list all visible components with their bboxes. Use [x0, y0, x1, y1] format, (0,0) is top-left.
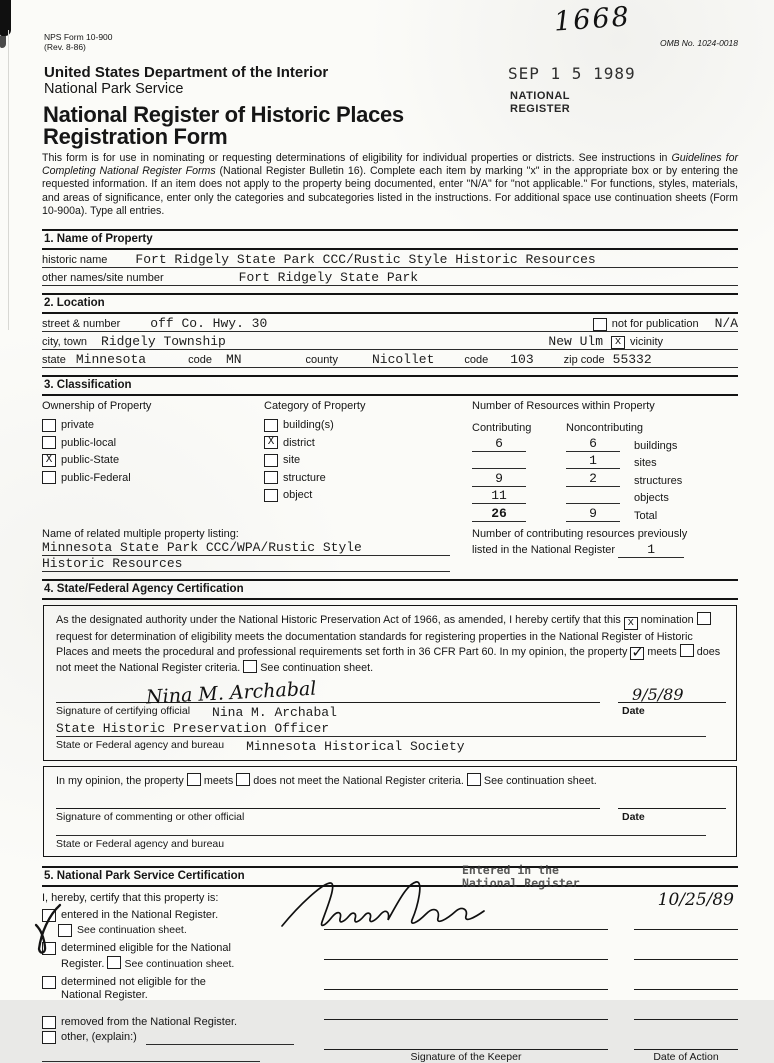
certification-paragraph: As the designated authority under the National Historic Preservation Act of 1966, as amended, I hereby certify that this x nomination request for determination of eligibility meets the documentation standards for registering properties in the National Register of Historic Places and meets the procedural and professional requirements set forth in 36 CFR Part 60. In my opinion, the property ✓ meets does not meet the National Register criteria. See continuation sheet.	[56, 613, 721, 675]
resource-row: 11 objects	[472, 487, 738, 505]
left-blank-line	[42, 1061, 260, 1062]
see-continuation-checkbox	[243, 660, 257, 673]
contributing-label: Contributing	[472, 422, 532, 435]
street-label: street & number	[42, 317, 121, 330]
ownership-column	[42, 400, 264, 522]
previously-listed-block: Number of contributing resources previously listed in the National Register 1	[472, 527, 688, 557]
sig-commenting-label: Signature of commenting or other official	[56, 811, 245, 824]
keeper-signature-area	[294, 863, 738, 1063]
state-code-value: MN	[225, 351, 242, 367]
ownership-title: Ownership of Property	[42, 399, 152, 412]
nps-form-line: NPS Form 10-900	[44, 32, 113, 42]
does-not-meet-checkbox	[680, 644, 694, 657]
previously-listed-value: 1	[618, 543, 684, 558]
nps-form-number	[44, 32, 113, 52]
related-listing-line2: Historic Resources	[42, 556, 450, 572]
request-checkbox	[697, 612, 711, 625]
noncontributing-label: Noncontributing	[566, 422, 644, 435]
not-for-publication-value: N/A	[714, 315, 738, 331]
big-handwritten-checkmark	[32, 903, 62, 958]
historic-name-value: Fort Ridgely State Park CCC/Rustic Style Historic Resources	[135, 251, 596, 267]
section5-header: 5. National Park Service Certification	[42, 866, 738, 887]
commenting-signature-line	[56, 790, 600, 809]
state-certification-box	[43, 605, 737, 761]
public-state-checkbox: X	[42, 454, 56, 467]
not-for-publication-checkbox	[593, 318, 607, 331]
omb-number: OMB No. 1024-0018	[660, 38, 738, 48]
eligible-continuation-checkbox	[107, 956, 121, 969]
section3-header: 3. Classification	[42, 375, 738, 396]
national-register-stamp: NATIONAL REGISTER	[510, 90, 571, 115]
resource-row: 1 sites	[472, 452, 738, 470]
other-names-value: Fort Ridgely State Park	[238, 269, 419, 285]
ownership-option: public-Federal	[42, 469, 264, 487]
state-code-label: code	[188, 353, 212, 366]
commenting-date-line	[618, 790, 726, 809]
section4-header: 4. State/Federal Agency Certification	[42, 579, 738, 600]
vicinity-city-value: New Ulm	[548, 333, 603, 349]
city-label: city, town	[42, 335, 88, 348]
scan-artifact	[0, 0, 11, 36]
resource-row: 9 2 structures	[472, 469, 738, 487]
removed-checkbox	[42, 1016, 56, 1029]
related-listing-label: Name of related multiple property listing:	[42, 527, 239, 540]
certifying-signature-row	[56, 677, 726, 709]
not-eligible-checkbox	[42, 976, 56, 989]
category-title: Category of Property	[264, 399, 366, 412]
department-title: United States Department of the Interior	[44, 64, 329, 81]
certifying-signature-script: Nina M. Archabal	[145, 677, 317, 709]
form-header	[42, 1, 738, 150]
agency-title: National Park Service	[44, 81, 184, 97]
date-of-action-label: Date of Action	[653, 1051, 719, 1063]
page-title: National Register of Historic Places Registration Form	[43, 102, 404, 149]
sig-official-label: Signature of certifying official	[56, 704, 191, 717]
vicinity-checkbox: x	[611, 336, 625, 349]
buildings-checkbox	[264, 419, 278, 432]
shpo-typed-line: State Historic Preservation Officer	[56, 721, 706, 737]
related-listing-line1: Minnesota State Park CCC/WPA/Rustic Style	[42, 540, 450, 556]
entered-date-script: 10/25/89	[657, 890, 734, 911]
certifying-signature-line	[56, 677, 600, 709]
bureau-blank-line	[56, 835, 706, 836]
bureau-label2: State or Federal agency and bureau	[56, 838, 225, 851]
keeper-line-3	[324, 960, 738, 990]
nomination-checkbox: x	[624, 617, 638, 630]
county-code-value: 103	[510, 351, 534, 367]
certifying-date-script: 9/5/89	[632, 684, 684, 704]
opinion-does-not-meet-checkbox	[236, 773, 250, 786]
related-listing-left	[42, 528, 472, 572]
private-checkbox	[42, 419, 56, 432]
certifying-date-line	[618, 678, 726, 703]
sig-official-typed: Nina M. Archabal	[212, 704, 337, 720]
nps-cert-checklist: I, hereby, certify that this property is: entered in the National Register. See continuation sheet. determined eligible for the National Register. See continuation sheet. determined not eligible for the National Register. removed from the National Register. other, (explain:)	[42, 890, 294, 1063]
commenting-certification-box	[43, 766, 737, 858]
other-names-row	[42, 268, 738, 286]
bureau-typed: Minnesota Historical Society	[246, 738, 465, 754]
bureau-label: State or Federal agency and bureau	[56, 738, 225, 751]
entered-stamp: Entered in the National Register	[462, 863, 580, 891]
category-option: site	[264, 452, 472, 470]
state-value: Minnesota	[75, 351, 147, 367]
related-listing-block	[42, 528, 738, 572]
other-names-label: other names/site number	[42, 271, 164, 284]
resources-column	[472, 400, 738, 522]
resource-row: 26 9 Total	[472, 504, 738, 522]
county-value: Nicollet	[371, 351, 435, 367]
keeper-line-4	[324, 990, 738, 1020]
handwritten-number: 1668	[553, 1, 632, 38]
category-option: building(s)	[264, 417, 472, 435]
state-label: state	[42, 353, 66, 366]
other-checkbox	[42, 1031, 56, 1044]
district-checkbox: X	[264, 436, 278, 449]
nps-cert-intro: I, hereby, certify that this property is:	[42, 892, 219, 905]
historic-name-row	[42, 250, 738, 268]
street-value: off Co. Hwy. 30	[150, 315, 268, 331]
category-option: structure	[264, 469, 472, 487]
received-date-stamp: SEP 1 5 1989	[508, 64, 636, 83]
section1-header: 1. Name of Property	[42, 229, 738, 250]
city-value: Ridgely Township	[101, 333, 226, 349]
category-option: X district	[264, 434, 472, 452]
keeper-signature-script	[280, 876, 510, 939]
keeper-label: Signature of the Keeper	[410, 1051, 522, 1063]
category-option: object	[264, 487, 472, 505]
ownership-option: private	[42, 417, 264, 435]
resource-row: 6 6 buildings	[472, 434, 738, 452]
county-code-label: code	[464, 353, 489, 366]
ownership-option: X public-State	[42, 452, 264, 470]
classification-columns	[42, 400, 738, 522]
meets-checkbox: ✓	[631, 643, 644, 662]
vicinity-label: vicinity	[630, 335, 664, 348]
keeper-line-5	[324, 1020, 738, 1050]
not-for-publication-label: not for publication	[611, 317, 699, 330]
public-federal-checkbox	[42, 471, 56, 484]
resources-head	[472, 417, 738, 435]
object-checkbox	[264, 489, 278, 502]
zip-label: zip code	[563, 353, 605, 366]
public-local-checkbox	[42, 436, 56, 449]
form-instructions: This form is for use in nominating or requesting determinations of eligibility for individual properties or districts. See instructions in Guidelines for Completing National Register Forms (National Register Bulletin 16). Complete each item by marking "x" in the appropriate box or by entering the requested information. If an item does not apply to the property being documented, enter "N/A" for "not applicable." For functions, styles, materials, and areas of significance, enter only the categories and subcategories listed in the instructions. For additional space use continuation sheets (Form 10-900a). Type all entries.	[42, 152, 739, 217]
historic-name-label: historic name	[42, 253, 108, 266]
date-label: Date	[622, 704, 645, 717]
scan-artifact	[8, 30, 9, 330]
state-row	[42, 350, 738, 368]
opinion-continuation-checkbox	[467, 773, 481, 786]
opinion-line: In my opinion, the property meets does not meet the National Register criteria. See continuation sheet.	[56, 774, 597, 787]
zip-value: 55332	[612, 351, 652, 367]
site-checkbox	[264, 454, 278, 467]
street-row	[42, 314, 738, 332]
structure-checkbox	[264, 471, 278, 484]
ownership-option: public-local	[42, 434, 264, 452]
scan-artifact	[0, 36, 6, 48]
section2-header: 2. Location	[42, 293, 738, 314]
category-column	[264, 400, 472, 522]
city-row	[42, 332, 738, 350]
opinion-meets-checkbox	[187, 773, 201, 786]
county-label: county	[305, 353, 338, 366]
date-label2: Date	[622, 811, 645, 824]
resources-title: Number of Resources within Property	[472, 399, 655, 412]
nps-rev-line: (Rev. 8-86)	[44, 42, 86, 52]
